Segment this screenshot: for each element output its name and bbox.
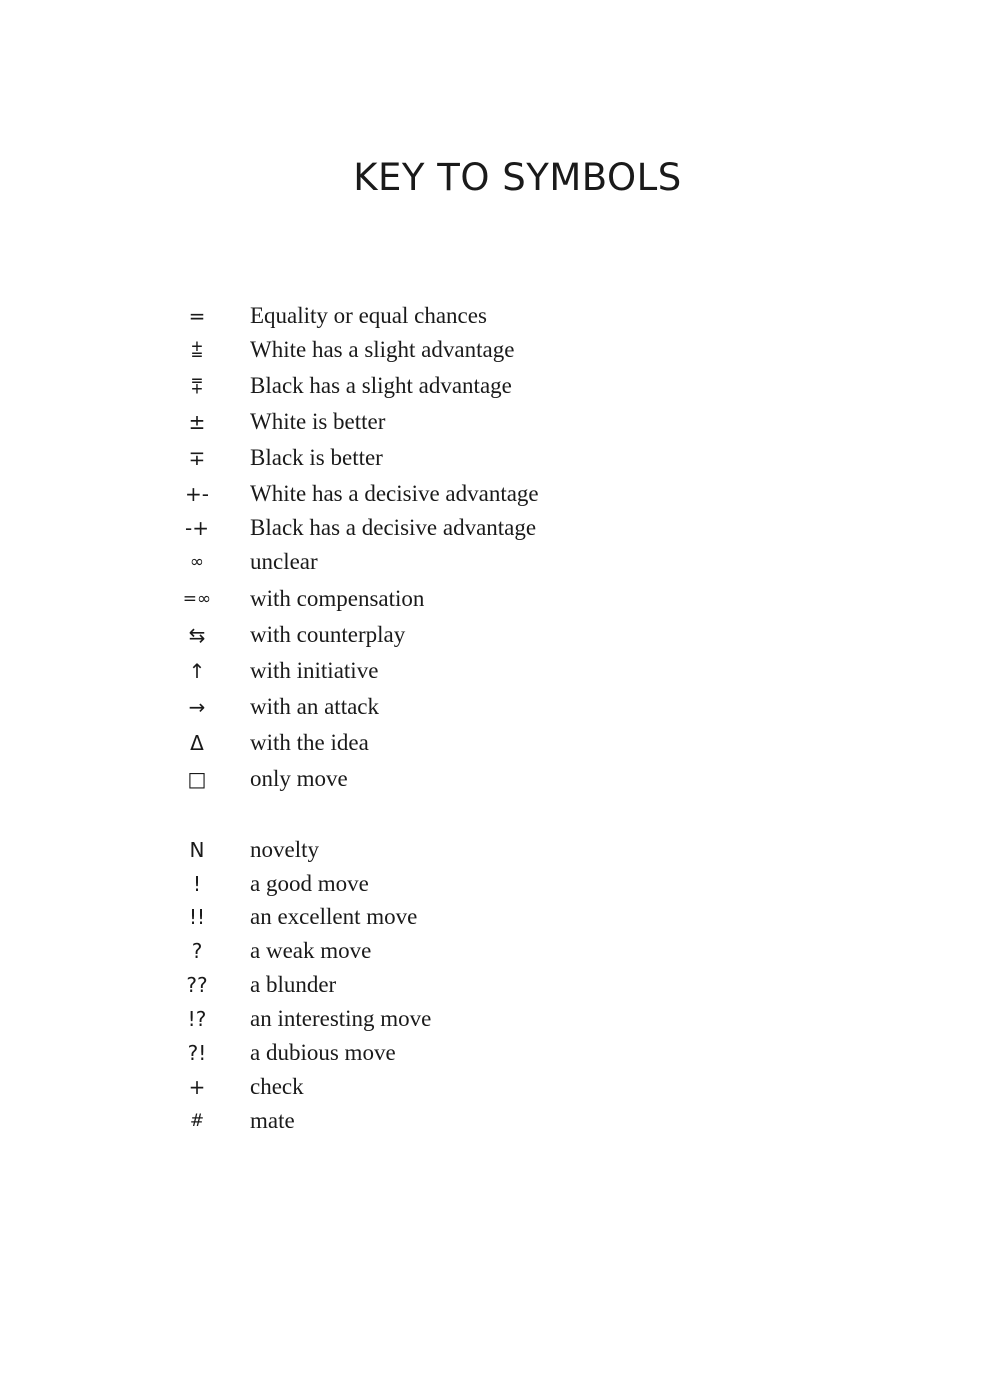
symbol-glyph: ⇆ (188, 623, 206, 647)
symbol-glyph: !? (187, 1007, 207, 1031)
symbol-meaning: Black has a decisive advantage (250, 515, 537, 540)
symbol-glyph: → (188, 695, 206, 719)
symbol-meaning: Equality or equal chances (250, 303, 487, 328)
symbol-glyph: ± (188, 410, 206, 434)
symbol-meaning: a blunder (250, 972, 337, 997)
symbol-glyph: # (189, 1111, 205, 1131)
symbol-meaning: a dubious move (250, 1040, 396, 1065)
symbol-glyph: +- (185, 482, 209, 506)
symbol-meaning: Black has a slight advantage (250, 373, 512, 398)
symbol-meaning: an excellent move (250, 904, 418, 929)
symbol-glyph: Δ (190, 731, 204, 755)
symbol-meaning: novelty (250, 837, 319, 862)
symbol-glyph: ↑ (188, 659, 206, 683)
symbol-glyph: + (188, 1075, 206, 1099)
symbol-glyph: ∞ (189, 552, 205, 572)
symbol-meaning: unclear (250, 549, 318, 574)
symbol-glyph: ! (192, 872, 202, 896)
symbol-meaning: with counterplay (250, 622, 406, 647)
symbol-glyph: N (189, 838, 205, 862)
symbol-meaning: White has a slight advantage (250, 337, 515, 362)
symbol-meaning: with the idea (250, 730, 369, 755)
symbol-glyph: =∞ (182, 589, 212, 609)
symbol-glyph: ⩱ (191, 374, 203, 398)
symbol-meaning: White is better (250, 409, 386, 434)
symbol-glyph: ⩲ (191, 338, 203, 362)
symbol-meaning: a good move (250, 871, 369, 896)
symbol-meaning: with an attack (250, 694, 380, 719)
symbol-glyph: ? (191, 939, 203, 963)
symbol-glyph: □ (187, 767, 207, 791)
symbol-meaning: with initiative (250, 658, 379, 683)
symbol-meaning: mate (250, 1108, 295, 1133)
page-title: KEY TO SYMBOLS (353, 156, 682, 199)
symbol-glyph: -+ (185, 516, 209, 540)
symbol-meaning: Black is better (250, 445, 383, 470)
symbol-glyph: !! (188, 905, 206, 929)
symbol-meaning: a weak move (250, 938, 372, 963)
symbol-meaning: White has a decisive advantage (250, 481, 539, 506)
symbol-glyph: ?? (186, 973, 208, 997)
symbol-glyph: = (188, 304, 206, 328)
symbol-meaning: with compensation (250, 586, 425, 611)
symbol-meaning: only move (250, 766, 348, 791)
symbol-meaning: check (250, 1074, 304, 1099)
symbol-glyph: ∓ (188, 446, 206, 470)
symbol-glyph: ?! (187, 1041, 207, 1065)
symbol-meaning: an interesting move (250, 1006, 432, 1031)
